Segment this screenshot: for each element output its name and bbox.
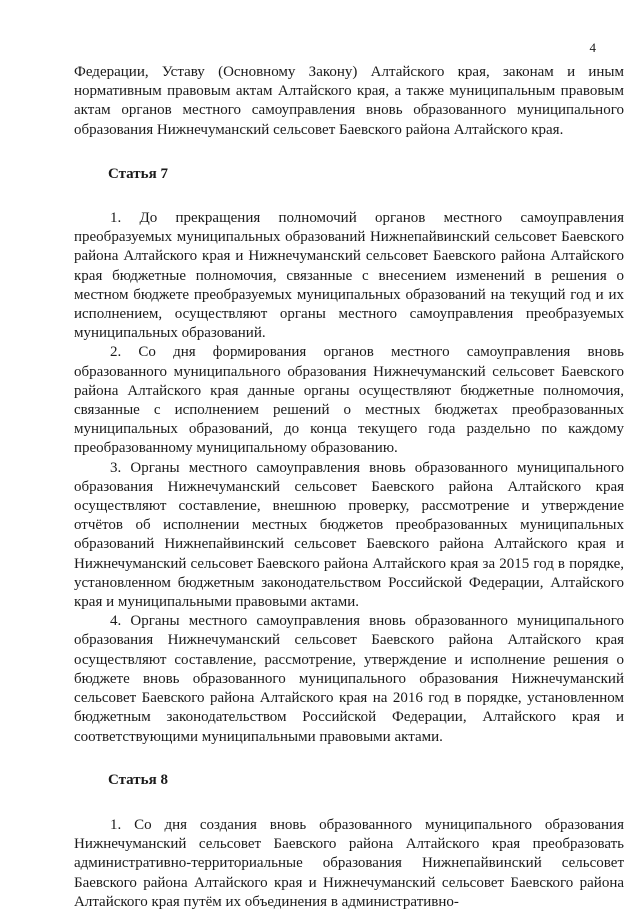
article-7-paragraph-1: 1. До прекращения полномочий органов местного самоуправления преобразуемых муниципальных образований Нижнепайвинский сельсовет Баевского района Алтайского края и Нижнечуманский сельсовет Баевского района Алтайского края бюджетные полномочия, связанные с внесением изменений в решения о местном бюджете преобразуемых муниципальных образований на текущий год и их исполнением, осуществляют органы местного самоуправления преобразуемых муниципальных образований.	[74, 210, 624, 342]
article-7-paragraph-3: 3. Органы местного самоуправления вновь образованного муниципального образования Нижнечуманский сельсовет Баевского района Алтайского края осуществляют составление, внешнюю проверку, рассмотрение и утверждение отчётов об исполнении местных бюджетов преобразованных муниципальных образований Нижнепайвинский сельсовет Баевского района Алтайского края и Нижнечуманский сельсовет Баевского района Алтайского края за 2015 год в порядке, установленном бюджетным законодательством Российской Федерации, Алтайского края и муниципальными правовыми актами.	[74, 459, 624, 611]
article-8-heading: Статья 8	[108, 771, 168, 788]
document-body	[74, 63, 624, 912]
article-7-paragraph-2: 2. Со дня формирования органов местного самоуправления вновь образованного муниципального образования Нижнечуманский сельсовет Баевского района Алтайского края данные органы осуществляют бюджетные полномочия, связанные с исполнением решений о местных бюджетах преобразованных муниципальных образований, до конца текущего года раздельно по каждому преобразованному муниципальному образованию.	[74, 344, 624, 457]
intro-paragraph: Федерации, Уставу (Основному Закону) Алтайского края, законам и иным нормативным правовым актам Алтайского края, а также муниципальным правовым актам органов местного самоуправления вновь образованного муниципального образования Нижнечуманский сельсовет Баевского района Алтайского края.	[74, 64, 624, 138]
page-number: 4	[589, 40, 596, 55]
article-7-heading: Статья 7	[108, 165, 168, 182]
article-8-paragraph-1: 1. Со дня создания вновь образованного муниципального образования Нижнечуманский сельсовет Баевского района Алтайского края преобразовать административно-территориальные образования Нижнепайвинский сельсовет Баевского района Алтайского края и Нижнечуманский сельсовет Баевского района Алтайского края путём их объединения в административно-	[74, 816, 624, 910]
article-7-paragraph-4: 4. Органы местного самоуправления вновь образованного муниципального образования Нижнечуманский сельсовет Баевского района Алтайского края осуществляют составление, рассмотрение, утверждение и исполнение решения о бюджете вновь образованного муниципального образования Нижнечуманский сельсовет Баевского района Алтайского края на 2016 год в порядке, установленном бюджетным законодательством Российской Федерации, Алтайского края и соответствующими муниципальными правовыми актами.	[74, 613, 624, 745]
